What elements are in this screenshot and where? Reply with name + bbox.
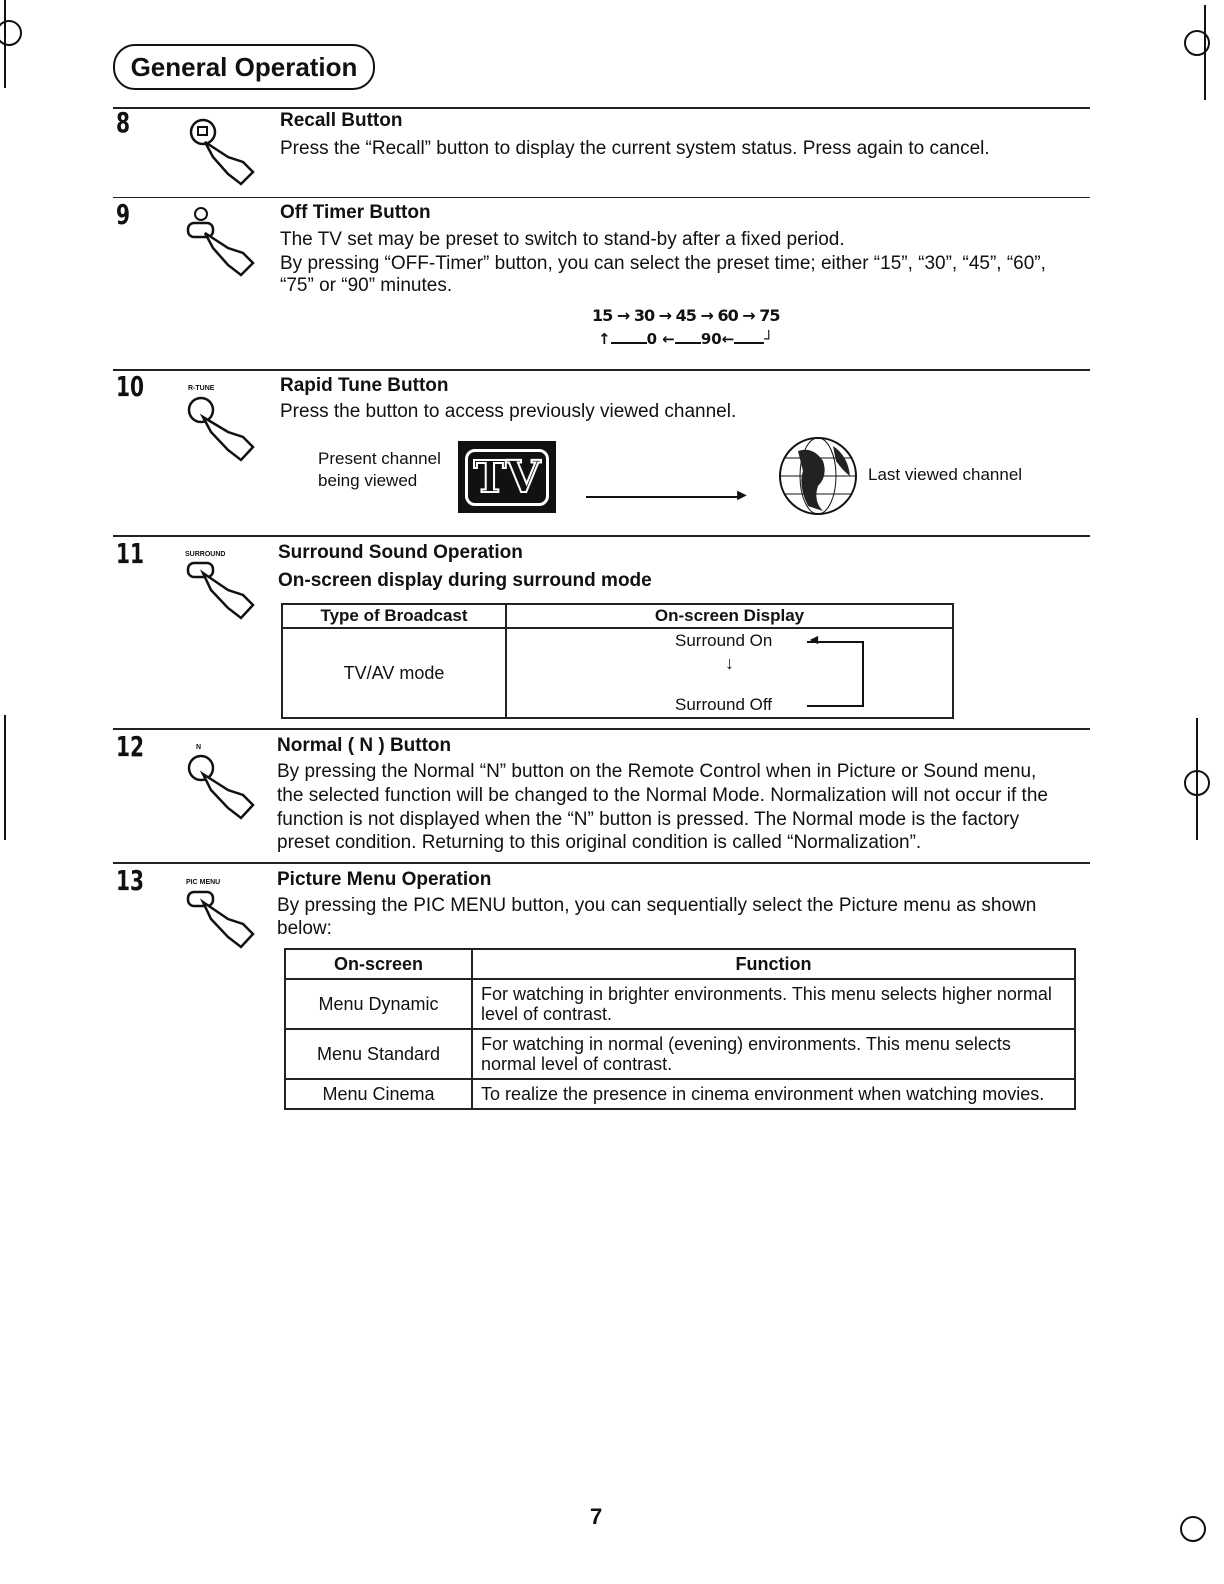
present-channel-label	[318, 448, 441, 492]
crop-line	[4, 715, 6, 840]
divider	[113, 107, 1090, 109]
table-row	[285, 979, 1075, 1029]
last-channel-label: Last viewed channel	[868, 465, 1023, 484]
icon-label: R-TUNE	[188, 385, 215, 392]
arrow-left-icon: ◄	[807, 631, 821, 647]
timer-value: 0	[646, 330, 658, 348]
hand-press-button-icon	[183, 558, 258, 633]
section-subheading: On-screen display during surround mode	[278, 570, 652, 591]
icon-label: PIC MENU	[186, 879, 221, 886]
divider	[113, 197, 1090, 198]
menu-cell: Menu Cinema	[285, 1079, 472, 1109]
section-number: 13	[116, 864, 145, 897]
arrow-down-icon: ↓	[725, 653, 734, 673]
section-heading: Picture Menu Operation	[277, 869, 492, 890]
section-text: “75” or “90” minutes.	[280, 275, 453, 296]
hand-press-button-icon	[183, 112, 258, 187]
section-text: By pressing “OFF-Timer” button, you can select the preset time; either “15”, “30”, “45”, “60”,	[280, 253, 1046, 274]
section-text: Press the button to access previously viewed channel.	[280, 401, 737, 422]
surround-table	[281, 603, 954, 719]
section-text: preset condition. Returning to this original condition is called “Normalization”.	[277, 832, 922, 853]
column-header: Type of Broadcast	[282, 604, 506, 628]
hand-press-button-icon	[183, 752, 258, 827]
hand-press-timer-button-icon	[183, 205, 258, 280]
crop-line	[1196, 718, 1198, 840]
divider	[113, 728, 1090, 730]
section-text: the selected function will be changed to the Normal Mode. Normalization will not occur if the	[277, 785, 1048, 806]
page-number: 7	[590, 1504, 603, 1529]
mode-cell: TV/AV mode	[282, 628, 506, 718]
menu-cell: Menu Dynamic	[285, 979, 472, 1029]
arrow-head-icon: ►	[734, 487, 750, 504]
timer-value: 75	[759, 306, 780, 325]
crop-line	[4, 0, 6, 88]
section-text: below:	[277, 918, 332, 939]
function-cell: For watching in normal (evening) environments. This menu selects normal level of contrast.	[472, 1029, 1075, 1079]
section-heading: Off Timer Button	[280, 202, 431, 223]
function-cell: For watching in brighter environments. This menu selects higher normal level of contrast.	[472, 979, 1075, 1029]
divider	[113, 369, 1090, 371]
surround-on: Surround On	[675, 631, 773, 650]
menu-cell: Menu Standard	[285, 1029, 472, 1079]
timer-value: 45	[675, 306, 696, 325]
section-text: The TV set may be preset to switch to stand-by after a fixed period.	[280, 229, 845, 250]
display-cell	[506, 628, 953, 718]
arrow-line	[586, 496, 742, 498]
section-number: 12	[116, 730, 145, 763]
divider	[113, 535, 1090, 537]
column-header: Function	[472, 949, 1075, 979]
timer-value: 15	[592, 306, 613, 325]
registration-mark-icon	[1184, 30, 1210, 56]
column-header: On-screen Display	[506, 604, 953, 628]
timer-value: 30	[633, 306, 655, 325]
timer-value: 60	[717, 306, 738, 325]
tv-icon	[458, 441, 556, 513]
section-number: 9	[116, 198, 131, 231]
timer-sequence: 15 → 30 → 45 → 60 → 75	[592, 306, 780, 325]
hand-press-button-icon	[183, 392, 258, 467]
table-row	[285, 1079, 1075, 1109]
divider	[113, 862, 1090, 864]
section-number: 8	[116, 106, 131, 139]
tv-logo-text: TV	[465, 449, 550, 506]
crop-line	[1204, 5, 1206, 100]
page-title: General Operation	[113, 44, 375, 90]
surround-off: Surround Off	[675, 695, 773, 714]
section-text: By pressing the Normal “N” button on the Remote Control when in Picture or Sound menu,	[277, 761, 1037, 782]
section-text: function is not displayed when the “N” button is pressed. The Normal mode is the factory	[277, 809, 1020, 830]
cycle-arrow	[807, 641, 864, 707]
section-heading: Normal ( N ) Button	[277, 735, 452, 756]
column-header: On-screen	[285, 949, 472, 979]
function-cell: To realize the presence in cinema environment when watching movies.	[472, 1079, 1075, 1109]
registration-mark-icon	[1180, 1516, 1206, 1542]
table-row	[285, 1029, 1075, 1079]
icon-label: SURROUND	[185, 551, 226, 558]
label-line: being viewed	[318, 471, 418, 490]
picture-menu-table	[284, 948, 1076, 1110]
timer-value: 90	[700, 330, 722, 348]
section-text: By pressing the PIC MENU button, you can sequentially select the Picture menu as shown	[277, 895, 1037, 916]
section-number: 10	[116, 370, 145, 403]
timer-return: ↑ 0 ← 90← ┘	[598, 330, 774, 348]
section-number: 11	[116, 537, 145, 570]
section-text: Press the “Recall” button to display the current system status. Press again to cancel.	[280, 138, 990, 159]
section-heading: Surround Sound Operation	[278, 542, 523, 563]
section-heading: Rapid Tune Button	[280, 375, 449, 396]
hand-press-button-icon	[183, 887, 258, 962]
label-line: Present channel	[318, 449, 441, 468]
section-heading: Recall Button	[280, 110, 403, 131]
icon-label: N	[196, 744, 202, 751]
globe-icon	[778, 436, 858, 516]
